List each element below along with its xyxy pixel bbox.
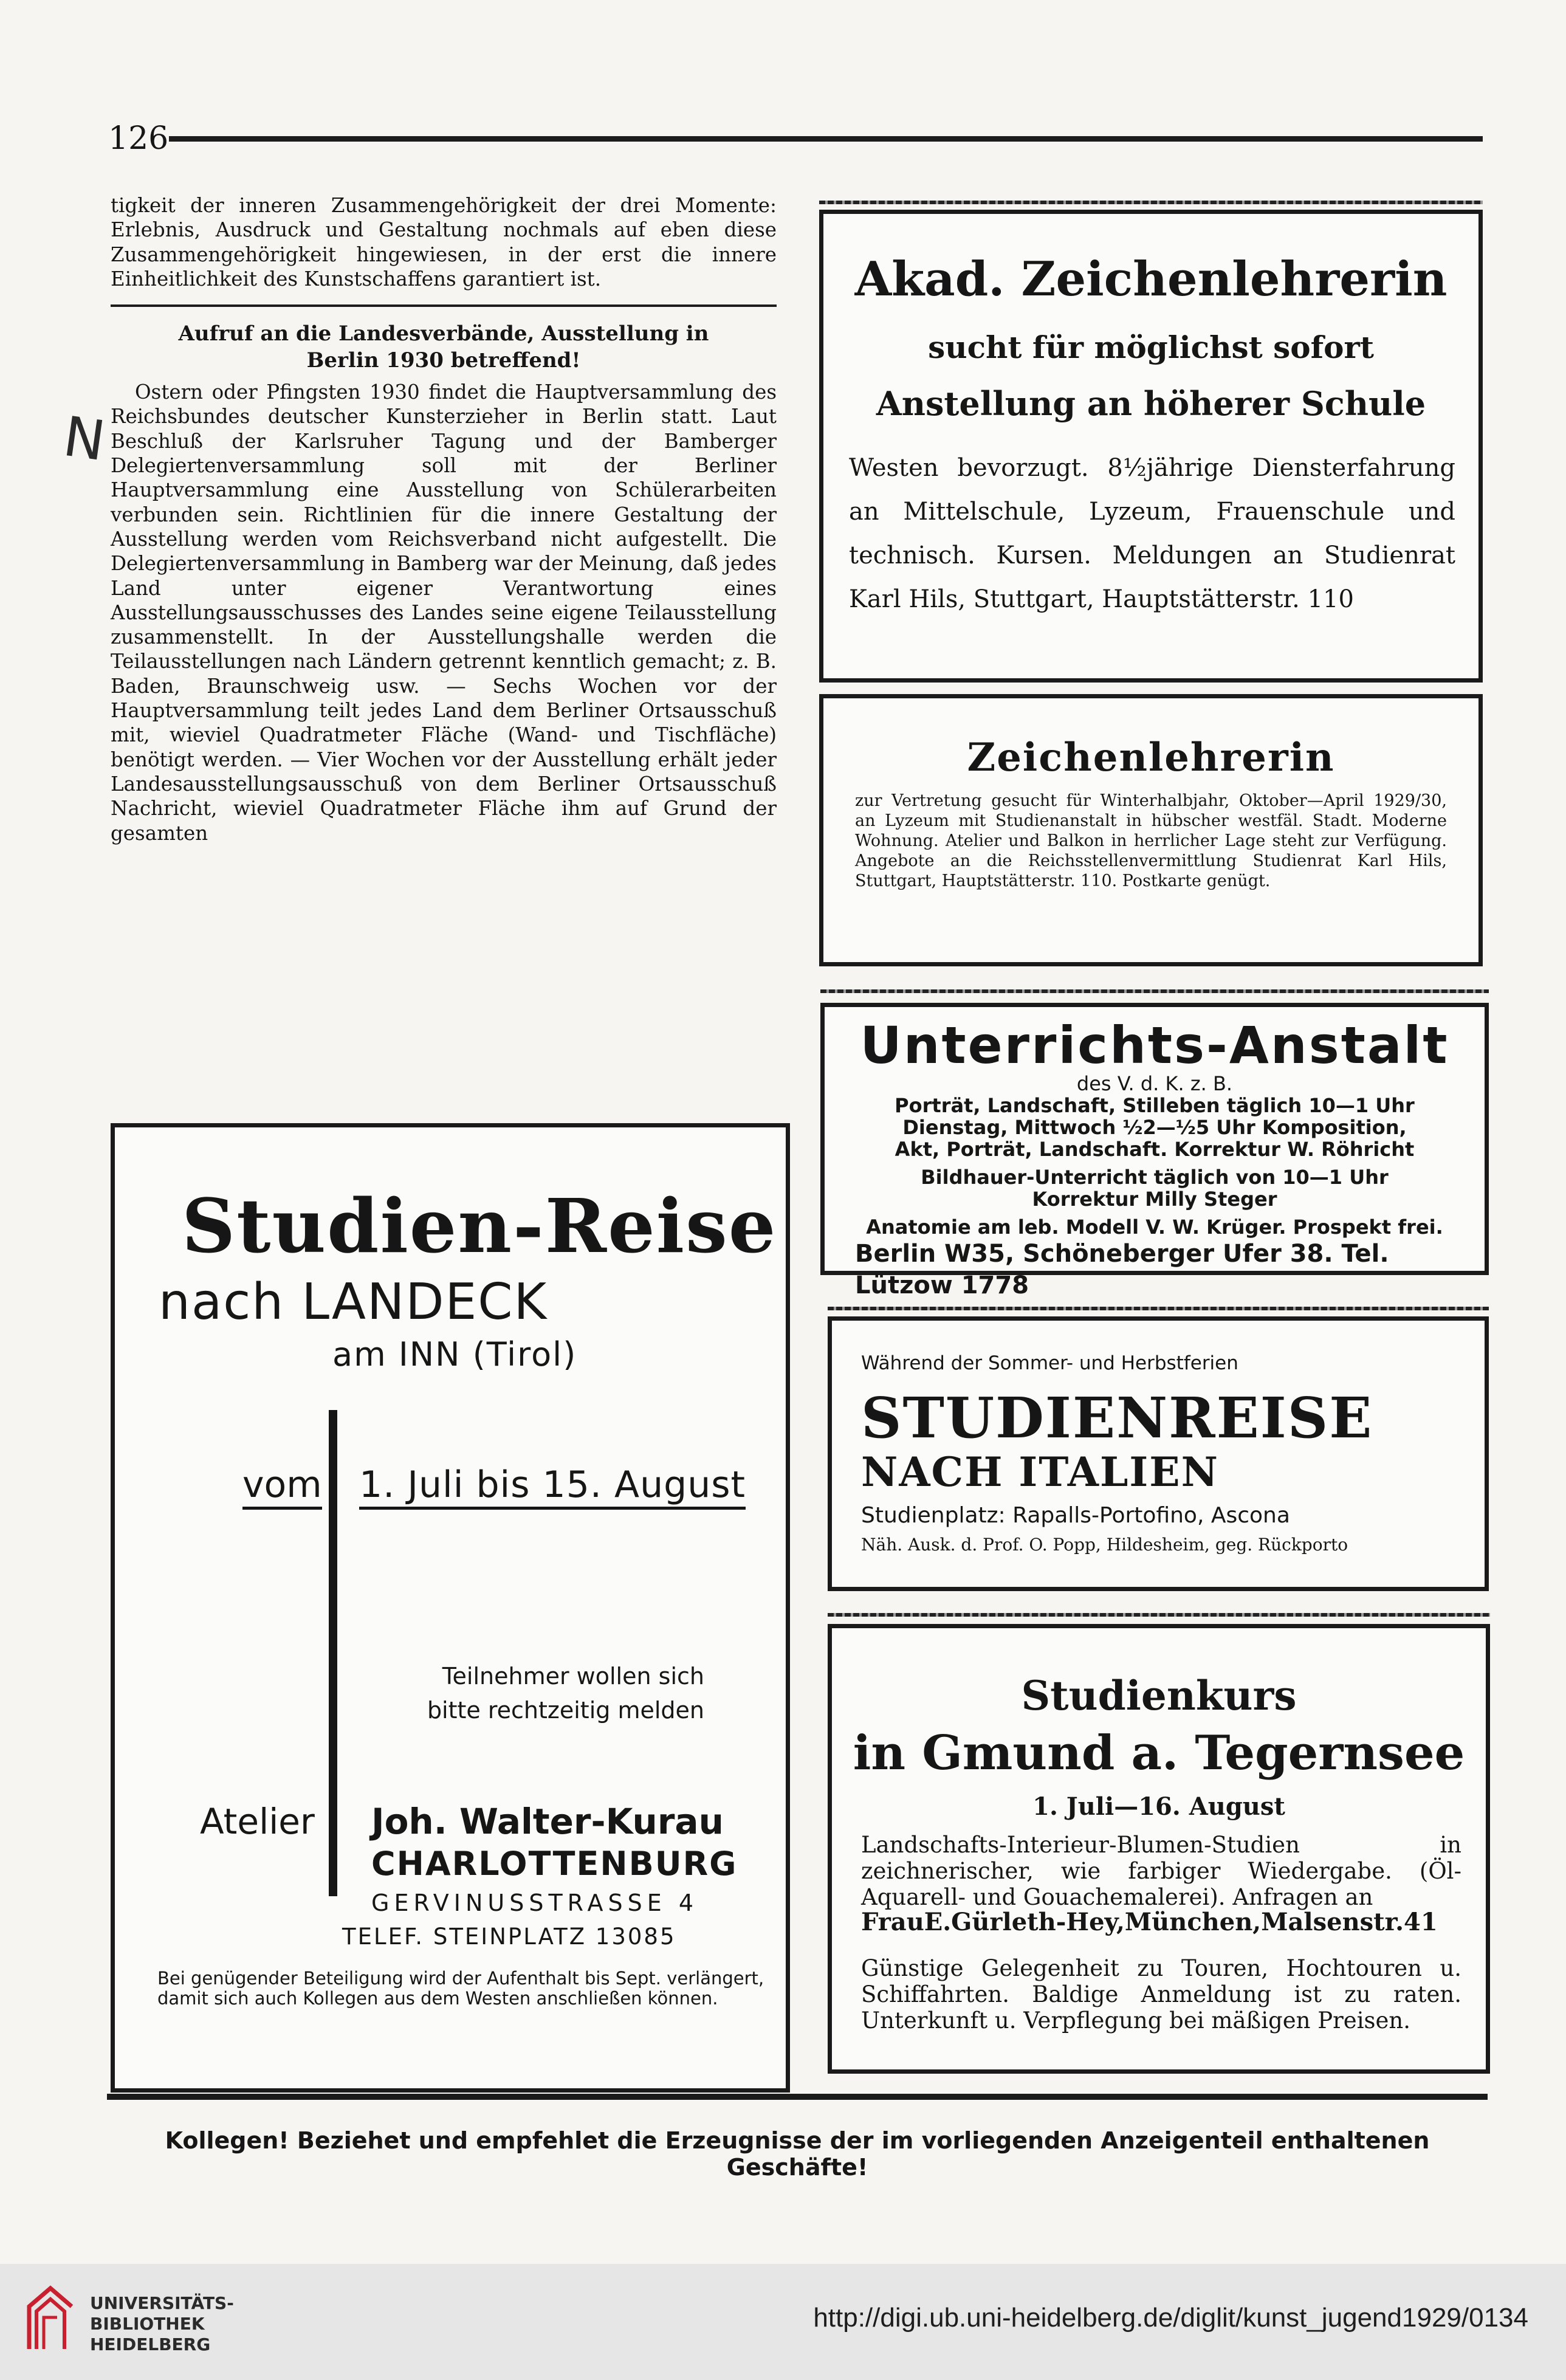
source-url-link[interactable]: http://digi.ub.uni-heidelberg.de/diglit/kunst_jugend1929/0134 (813, 2303, 1528, 2333)
left-text-column (111, 193, 777, 845)
university-library-logo-icon (23, 2282, 78, 2355)
ad-zeichenlehrerin-gesucht (819, 694, 1483, 966)
ad-title: Zeichenlehrerin (967, 735, 1335, 780)
ad-street: GERVINUSSTRASSE 4 (371, 1890, 699, 1916)
section-rule (111, 304, 777, 307)
ad-line: Akt, Porträt, Landschaft. Korrektur W. Röhricht (895, 1138, 1415, 1161)
library-name-line: HEIDELBERG (90, 2334, 211, 2354)
ad-body: Landschafts-Interieur-Blumen-Studien in zeichnerischer, wie farbiger Wiedergabe. (Öl-Aquarell- und Gouachemalerei). Anfragen an (861, 1832, 1461, 1910)
ad-studienkurs-gmund (828, 1624, 1490, 2074)
ad-lines (849, 1073, 1460, 1238)
ad-line: Näh. Ausk. d. Prof. O. Popp, Hildesheim, geg. Rückporto (861, 1535, 1348, 1555)
library-footer (0, 2264, 1566, 2380)
ad-line: sucht für möglichst sofort (928, 329, 1374, 365)
ad-title: Studienkurs (1021, 1672, 1297, 1719)
ad-line: Porträt, Landschaft, Stilleben täglich 10—1 Uhr (895, 1094, 1415, 1117)
article-heading-line1: Aufruf an die Landesverbände, Ausstellung in (178, 322, 709, 346)
ad-name: Joh. Walter-Kurau (371, 1801, 724, 1842)
ad-title: Studien-Reise (182, 1182, 777, 1270)
ad-title: Akad. Zeichenlehrerin (854, 252, 1448, 307)
ad-separator (820, 989, 1489, 993)
ad-line: Bildhauer-Unterricht täglich von 10—1 Uhr (921, 1166, 1389, 1189)
ad-body: Günstige Gelegenheit zu Touren, Hochtouren u. Schiffahrten. Baldige Anmeldung ist zu raten. Unterkunft u. Verpflegung bei mäßigen Preisen. (861, 1955, 1461, 2034)
ad-atelier-label: Atelier (200, 1801, 315, 1842)
ad-line: am INN (Tirol) (332, 1335, 577, 1374)
ad-footnote: Bei genügender Beteiligung wird der Aufenthalt bis Sept. verlängert, damit sich auch Kollegen aus dem Westen anschließen können. (157, 1968, 764, 2009)
ad-dates: 1. Juli bis 15. August (359, 1463, 746, 1510)
ad-line: Teilnehmer wollen sich (442, 1663, 704, 1690)
bottom-slogan: Kollegen! Beziehet und empfehlet die Erzeugnisse der im vorliegenden Anzeigenteil enthaltenen Geschäfte! (165, 2127, 1430, 2181)
ad-date: 1. Juli—16. August (1032, 1792, 1285, 1821)
ad-address: FrauE.Gürleth-Hey,München,Malsenstr.41 (861, 1908, 1438, 1936)
ad-line: Dienstag, Mittwoch ½2—½5 Uhr Komposition, (902, 1116, 1407, 1139)
vertical-bar (329, 1410, 337, 1896)
ad-line: des V. d. K. z. B. (1076, 1072, 1233, 1095)
ad-title: Unterrichts-Anstalt (860, 1016, 1449, 1075)
ad-address: Berlin W35, Schöneberger Ufer 38. Tel. Lützow 1778 (855, 1240, 1389, 1299)
library-name-line: BIBLIOTHEK (90, 2314, 205, 2334)
page-number: 126 (108, 120, 169, 157)
ad-title: STUDIENREISE (861, 1385, 1373, 1451)
ad-line: Anatomie am leb. Modell V. W. Krüger. Prospekt frei. (866, 1216, 1443, 1239)
page-header (108, 120, 1483, 157)
ad-line: Während der Sommer- und Herbstferien (861, 1352, 1238, 1374)
ad-separator (828, 1307, 1489, 1310)
ad-vom-label: vom (242, 1463, 322, 1510)
ad-separator (828, 1613, 1490, 1617)
ad-body: Westen bevorzugt. 8½jährige Diensterfahrung an Mittelschule, Lyzeum, Frauenschule und technisch. Kursen. Meldungen an Studienrat Karl Hils, Stuttgart, Hauptstätterstr. 110 (849, 454, 1455, 613)
ad-separator (819, 201, 1483, 204)
bottom-rule (107, 2094, 1488, 2100)
ad-city: CHARLOTTENBURG (371, 1845, 738, 1883)
ad-zeichenlehrerin-sucht (819, 210, 1483, 683)
header-rule (169, 136, 1483, 142)
ad-participants-note (419, 1659, 704, 1727)
ad-line: Anstellung an höherer Schule (876, 384, 1426, 423)
handwritten-margin-mark: N (60, 404, 109, 474)
bottom-slogan-area (107, 2100, 1488, 2181)
ad-subtitle: in Gmund a. Tegernsee (853, 1725, 1465, 1781)
ad-line: Korrektur Milly Steger (1032, 1188, 1277, 1211)
library-name-line: UNIVERSITÄTS- (90, 2293, 234, 2313)
ad-studien-reise-landeck (111, 1123, 790, 2093)
article-heading-line2: Berlin 1930 betreffend! (306, 348, 581, 373)
ad-body: zur Vertretung gesucht für Winterhalbjahr, Oktober—April 1929/30, an Lyzeum mit Studienanstalt in hübscher westfäl. Stadt. Moderne Wohnung. Atelier und Balkon in herrlicher Lage steht zur Verfügung. Angebote an die Reichsstellenvermittlung Studienrat Karl Hils, Stuttgart, Hauptstätterstr. 110. Postkarte genügt. (855, 791, 1447, 890)
intro-paragraph: tigkeit der inneren Zusammengehörigkeit der drei Momente: Erlebnis, Ausdruck und Gestaltung nochmals auf eben diese Zusammengehörigkeit hingewiesen, in der erst die innere Einheitlichkeit des Kunstschaffens garantiert ist. (111, 194, 777, 291)
ad-subtitle: NACH ITALIEN (861, 1448, 1219, 1496)
article-text: Ostern oder Pfingsten 1930 findet die Hauptversammlung des Reichsbundes deutscher Kunsterzieher in Berlin statt. Laut Beschluß der Karlsruher Tagung und der Bamberger Delegiertenversammlung soll mit der Berliner Hauptversammlung eine Ausstellung von Schülerarbeiten verbunden sein. Richtlinien für die innere Gestaltung der Ausstellung werden vom Reichsverband nicht aufgestellt. Die Delegiertenversammlung in Bamberg war der Meinung, daß jedes Land unter eigener Verantwortung eines Ausstellungsausschusses des Landes seine eigene Teilausstellung zusammenstellt. In der Ausstellungshalle werden die Teilausstellungen nach Ländern getrennt kenntlich gemacht; z. B. Baden, Braunschweig usw. — Sechs Wochen vor der Hauptversammlung teilt jedes Land dem Berliner Ortsausschuß mit, wieviel Quadratmeter Fläche (Wand- und Tischfläche) benötigt werden. — Vier Wochen vor der Ausstellung erhält jeder Landesausstellungsausschuß von dem Berliner Ortsausschuß Nachricht, wieviel Quadratmeter Fläche ihm auf Grund der gesamten (111, 380, 777, 845)
ad-line: Studienplatz: Rapalls-Portofino, Ascona (861, 1503, 1290, 1528)
library-name (90, 2293, 234, 2355)
article-heading (111, 320, 777, 374)
ad-line: nach LANDECK (159, 1273, 548, 1331)
ad-studienreise-italien (828, 1316, 1489, 1591)
ad-unterrichts-anstalt (820, 1003, 1489, 1299)
ad-phone: TELEF. STEINPLATZ 13085 (342, 1924, 676, 1950)
ad-line: bitte rechtzeitig melden (427, 1697, 704, 1724)
